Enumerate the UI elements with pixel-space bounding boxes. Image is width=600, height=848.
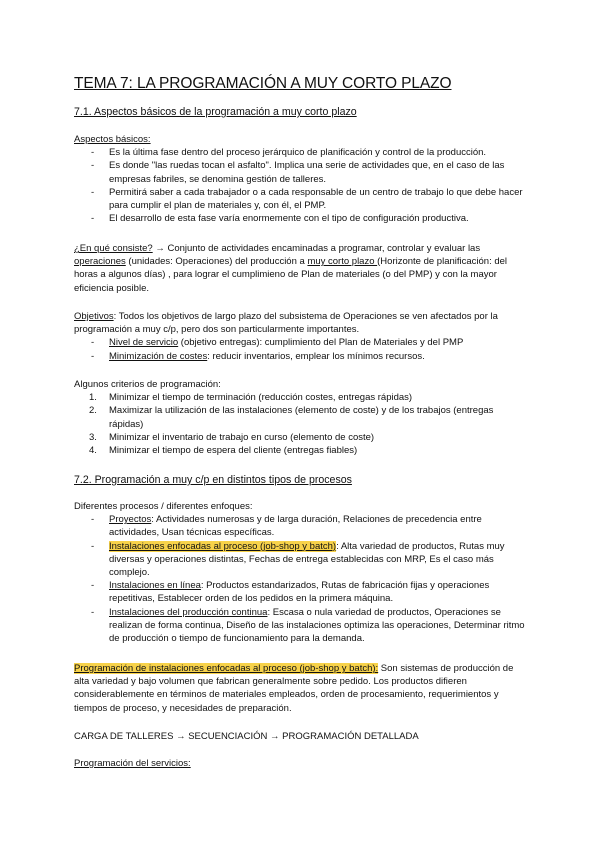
list-item: - Es la última fase dentro del proceso jerárquico de planificación y control de la producción. <box>74 146 530 159</box>
criterios-intro: Algunos criterios de programación: <box>74 379 221 390</box>
basics-heading: Aspectos básicos: <box>74 134 151 145</box>
page-title: TEMA 7: LA PROGRAMACIÓN A MUY CORTO PLAZO <box>74 75 452 92</box>
consiste-paragraph <box>74 242 530 295</box>
list-item: - Permitirá saber a cada trabajador o a cada responsable de un centro de trabajo lo que debe hacer para cumplir el plan de materiales y, con él, el PMP. <box>74 186 530 212</box>
criterios-block <box>74 378 530 457</box>
objetivos-text: : Todos los objetivos de largo plazo del subsistema de Operaciones se ven afectados por la programación a muy c/p, pero dos son particularmente importantes. <box>74 311 498 336</box>
criterios-list <box>74 391 530 457</box>
basics-list <box>74 146 530 225</box>
procesos-list <box>74 513 530 645</box>
objetivo-term: Nivel de servicio <box>109 337 179 349</box>
list-item <box>74 350 530 363</box>
section-heading-7-2: 7.2. Programación a muy c/p en distintos tipos de procesos <box>74 474 352 486</box>
list-item: - El desarrollo de esta fase varía enormemente con el tipo de configuración productiva. <box>74 212 530 225</box>
objetivo-term: Minimización de costes <box>109 350 208 362</box>
list-item: - Es donde "las ruedas tocan el asfalto". Implica una serie de actividades que, en el caso de las empresas fabriles, se denomina gestión de talleres. <box>74 159 530 185</box>
consiste-label: ¿En qué consiste? <box>74 243 153 254</box>
highlighted-term: Instalaciones enfocadas al proceso (job-shop y batch) <box>109 540 337 552</box>
consiste-term-operaciones: operaciones <box>74 256 126 268</box>
consiste-text: (Horizonte de planificación: del horas a algunos días) , para lograr el cumplimieno de Plan de materiales (o del PMP) y con la mayor eficiencia posible. <box>74 256 508 294</box>
consiste-text: → Conjunto de actividades encaminadas a programar, controlar y evaluar las <box>152 243 481 254</box>
objetivo-text: (objetivo entregas): cumplimiento del Plan de Materiales y del PMP <box>178 337 464 349</box>
flow-line: CARGA DE TALLERES → SECUENCIACIÓN → PROGRAMACIÓN DETALLADA <box>74 731 419 742</box>
objetivos-list <box>74 336 530 362</box>
list-item: 1. Minimizar el tiempo de terminación (reducción costes, entregas rápidas) <box>89 392 413 404</box>
objetivo-text: : reducir inventarios, emplear los mínimos recursos. <box>207 350 425 362</box>
highlighted-term: Programación de instalaciones enfocadas al proceso (job-shop y batch): <box>74 663 379 674</box>
consiste-term-plazo: muy corto plazo <box>307 256 378 268</box>
list-item: - Instalaciones del producción continua: Escasa o nula variedad de productos, Operaciones se realizan de forma continua, Diseño de las instalaciones optimiza las operaciones, Determinar ritmo de producción o tiempo de funcionamiento para la demanda. <box>74 606 530 646</box>
list-item: - Instalaciones enfocadas al proceso (job-shop y batch): Alta variedad de productos, Rutas muy diversas y operaciones distintas, Fechas de entrega establecidas con MRP, Es el caso más complejo. <box>74 540 530 580</box>
consiste-text: (unidades: Operaciones) del producción a <box>125 256 308 268</box>
list-item: 3. Minimizar el inventario de trabajo en curso (elemento de coste) <box>89 431 375 443</box>
procesos-block <box>74 500 530 645</box>
list-item: 2. Maximizar la utilización de las instalaciones (elemento de coste) y de los trabajos (entregas rápidas) <box>89 405 494 430</box>
list-item: - Instalaciones en línea: Productos estandarizados, Rutas de fabricación fijas y operaciones repetitivas, Establecer orden de los pedidos en la primera máquina. <box>74 579 530 605</box>
objetivos-block <box>74 310 530 363</box>
procesos-intro: Diferentes procesos / diferentes enfoques: <box>74 501 253 512</box>
basics-block <box>74 133 530 225</box>
section-heading-7-1: 7.1. Aspectos básicos de la programación a muy corto plazo <box>74 106 357 118</box>
servicios-heading: Programación del servicios: <box>74 758 191 769</box>
list-item: - Proyectos: Actividades numerosas y de larga duración, Relaciones de precedencia entre actividades, Usan técnicas específicas. <box>74 513 530 539</box>
objetivos-label: Objetivos <box>74 311 114 322</box>
jobshop-paragraph: Programación de instalaciones enfocadas al proceso (job-shop y batch): Son sistemas de producción de alta variedad y bajo volumen que fabrican generalmente sobre pedido. Los productos difieren considerablemente en términos de materiales empleados, orden de procesamiento, requerimientos y tiempos de proceso, y necesidades de preparación. <box>74 663 514 714</box>
list-item: 4. Minimizar el tiempo de espera del cliente (entregas fiables) <box>89 445 358 457</box>
list-item <box>74 336 530 349</box>
